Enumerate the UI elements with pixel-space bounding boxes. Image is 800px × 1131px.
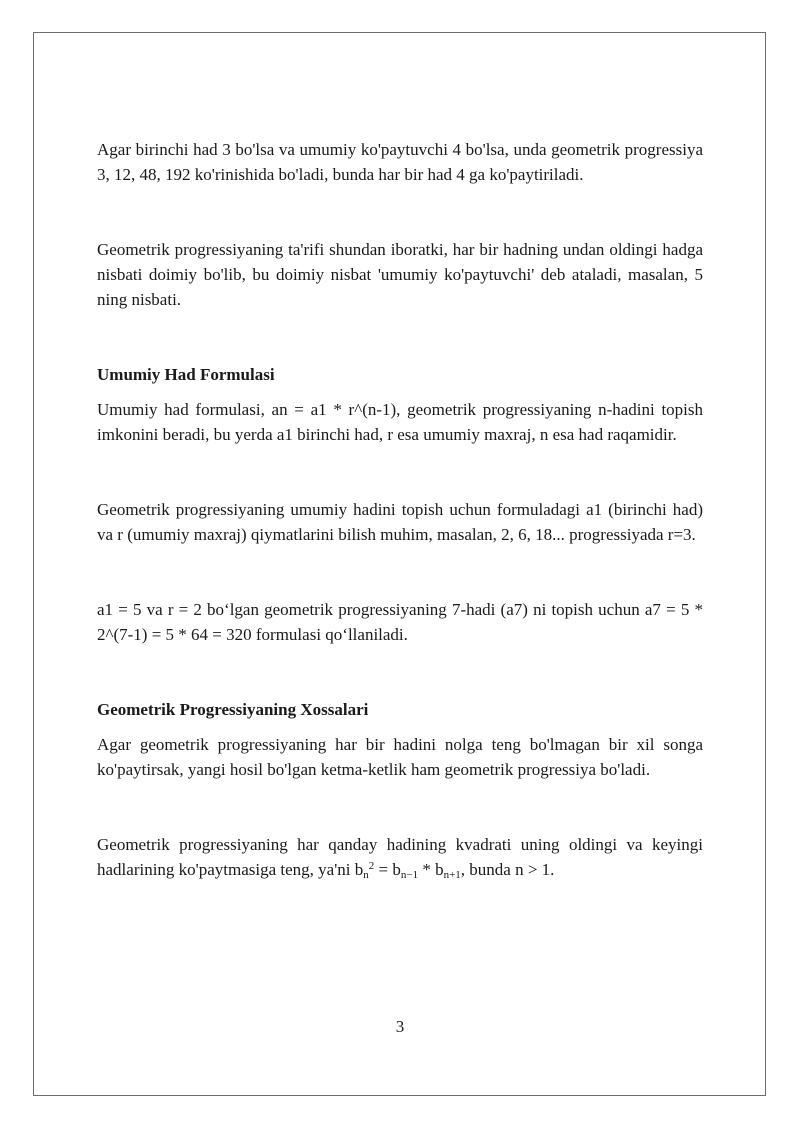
superscript-2: 2 xyxy=(368,860,375,872)
section-heading-properties: Geometrik Progressiyaning Xossalari xyxy=(97,700,369,719)
paragraph-properties-scaling: Agar geometrik progressiyaning har bir hadini nolga teng bo'lmagan bir xil songa ko'paytirsak, yangi hosil bo'lgan ketma-ketlik ham geometrik progressiya bo'ladi. xyxy=(97,735,703,779)
subscript-n-minus-1: n−1 xyxy=(400,869,419,881)
subscript-n: n xyxy=(363,869,369,881)
paragraph-properties-square xyxy=(97,832,703,882)
subscript-n-plus-1: n+1 xyxy=(443,869,461,881)
page-content xyxy=(97,137,703,882)
section-heading-general-term: Umumiy Had Formulasi xyxy=(97,365,275,384)
formula-times: * b xyxy=(418,860,444,879)
formula-text-before: Geometrik progressiyaning har qanday hadining kvadrati uning oldingi va keyingi hadlarining ko'paytmasiga teng, ya'ni b xyxy=(97,835,703,879)
paragraph-definition: Geometrik progressiyaning ta'rifi shundan iboratki, har bir hadning undan oldingi hadga nisbati doimiy bo'lib, bu doimiy nisbat 'umumiy ko'paytuvchi' deb ataladi, masalan, 5 ning nisbati. xyxy=(97,240,703,309)
formula-equals: = b xyxy=(374,860,401,879)
paragraph-general-term-example: a1 = 5 va r = 2 bo‘lgan geometrik progressiyaning 7-hadi (a7) ni topish uchun a7 = 5 * 2^(7-1) = 5 * 64 = 320 formulasi qo‘llaniladi. xyxy=(97,600,703,644)
page-number: 3 xyxy=(395,1017,405,1036)
formula-text-after: , bunda n > 1. xyxy=(460,860,555,879)
paragraph-general-term-usage: Geometrik progressiyaning umumiy hadini topish uchun formuladagi a1 (birinchi had) va r (umumiy maxraj) qiymatlarini bilish muhim, masalan, 2, 6, 18... progressiyada r=3. xyxy=(97,500,703,544)
paragraph-general-term-formula: Umumiy had formulasi, an = a1 * r^(n-1), geometrik progressiyaning n-hadini topish imkonini beradi, bu yerda a1 birinchi had, r esa umumiy maxraj, n esa had raqamidir. xyxy=(97,400,703,444)
paragraph-intro-example: Agar birinchi had 3 bo'lsa va umumiy ko'paytuvchi 4 bo'lsa, unda geometrik progressiya 3, 12, 48, 192 ko'rinishida bo'ladi, bunda har bir had 4 ga ko'paytiriladi. xyxy=(97,140,703,184)
